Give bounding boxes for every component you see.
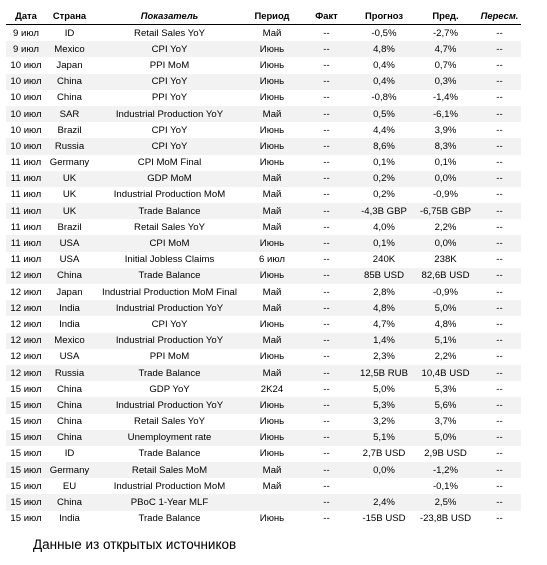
header-row — [6, 6, 521, 25]
cell-country: USA — [59, 254, 80, 266]
cell-forecast: 0,4% — [373, 59, 395, 71]
cell-date: 11 июл — [10, 221, 42, 233]
table-row — [6, 122, 521, 138]
cell-forecast: 3,2% — [373, 416, 395, 428]
cell-date: 11 июл — [6, 203, 46, 219]
cell-actual: -- — [298, 138, 355, 154]
cell-indicator: Trade Balance — [138, 448, 201, 460]
cell-forecast: 0,1% — [355, 235, 413, 251]
cell-actual: -- — [323, 59, 330, 71]
cell-actual: -- — [323, 351, 330, 363]
cell-date: 11 июл — [6, 171, 46, 187]
cell-previous: 0,1% — [434, 157, 457, 169]
cell-forecast — [355, 478, 413, 494]
cell-forecast: 1,4% — [355, 333, 413, 349]
cell-country: ID — [64, 448, 75, 460]
cell-actual: -- — [298, 462, 355, 478]
cell-previous: -0,1% — [432, 480, 459, 492]
cell-country: UK — [46, 171, 93, 187]
cell-date: 12 июл — [10, 318, 42, 330]
cell-actual: -- — [323, 480, 330, 492]
cell-revised: -- — [478, 235, 521, 251]
cell-forecast: 4,7% — [373, 318, 395, 330]
cell-actual: -- — [298, 106, 355, 122]
cell-revised: -- — [478, 74, 521, 90]
cell-period: Июнь — [246, 430, 298, 446]
cell-date: 12 июл — [6, 300, 46, 316]
table-row — [6, 414, 521, 430]
cell-indicator: PPI MoM — [149, 59, 190, 71]
cell-actual: -- — [323, 189, 330, 201]
cell-actual: -- — [323, 318, 330, 330]
cell-date: 15 июл — [10, 383, 42, 395]
cell-forecast: 2,8% — [373, 286, 395, 298]
cell-indicator: Trade Balance — [93, 268, 246, 284]
cell-previous: -0,9% — [432, 286, 459, 298]
header-previous: Пред. — [413, 6, 478, 25]
cell-revised: -- — [496, 92, 503, 104]
cell-previous: 2,9B USD — [424, 448, 467, 460]
cell-period: Май — [246, 106, 298, 122]
cell-country: Japan — [56, 286, 83, 298]
cell-forecast: 4,8% — [355, 41, 413, 57]
cell-indicator: CPI YoY — [93, 138, 246, 154]
cell-revised: -- — [496, 254, 503, 266]
cell-revised: -- — [496, 27, 503, 39]
cell-indicator: Retail Sales YoY — [134, 27, 205, 39]
cell-actual: -- — [298, 203, 355, 219]
cell-country: China — [46, 430, 93, 446]
cell-forecast: 0,5% — [355, 106, 413, 122]
cell-previous: 3,9% — [434, 124, 457, 136]
cell-revised: -- — [478, 138, 521, 154]
table-row — [6, 511, 521, 527]
cell-revised: -- — [496, 59, 503, 71]
cell-period: Июнь — [259, 416, 285, 428]
cell-revised: -- — [478, 365, 521, 381]
cell-period: Июнь — [259, 92, 285, 104]
cell-country: Mexico — [46, 41, 93, 57]
cell-period: Июнь — [246, 74, 298, 90]
cell-date: 10 июл — [10, 92, 42, 104]
cell-date: 10 июл — [6, 106, 46, 122]
table-row — [6, 252, 521, 268]
cell-period: Май — [262, 480, 282, 492]
table-row — [6, 57, 521, 73]
cell-date: 15 июл — [6, 462, 46, 478]
cell-revised: -- — [496, 221, 503, 233]
cell-period: Май — [262, 286, 282, 298]
table-row — [6, 381, 521, 397]
cell-country: Germany — [49, 157, 90, 169]
cell-period: Июнь — [259, 351, 285, 363]
cell-forecast: 0,0% — [355, 462, 413, 478]
cell-indicator: PPI MoM — [149, 351, 190, 363]
cell-country: Russia — [46, 138, 93, 154]
cell-indicator: Industrial Production MoM Final — [102, 286, 237, 298]
cell-period: Май — [262, 221, 282, 233]
table-row — [6, 494, 521, 510]
table-row — [6, 446, 521, 462]
cell-period: Май — [246, 462, 298, 478]
cell-date: 11 июл — [10, 157, 42, 169]
cell-indicator: CPI YoY — [93, 74, 246, 90]
cell-previous: 2,5% — [413, 494, 478, 510]
table-row — [6, 90, 521, 106]
cell-revised: -- — [478, 41, 521, 57]
table-row — [6, 41, 521, 57]
cell-forecast: 2,4% — [355, 494, 413, 510]
cell-forecast: 2,3% — [373, 351, 395, 363]
cell-date: 12 июл — [6, 333, 46, 349]
cell-actual: -- — [298, 74, 355, 90]
cell-previous: 8,3% — [413, 138, 478, 154]
cell-indicator: Trade Balance — [93, 203, 246, 219]
cell-forecast: 0,1% — [373, 157, 395, 169]
cell-revised: -- — [478, 494, 521, 510]
cell-country: UK — [46, 203, 93, 219]
table-row — [6, 365, 521, 381]
cell-actual: -- — [298, 300, 355, 316]
cell-date: 11 июл — [10, 254, 42, 266]
cell-previous: 0,0% — [413, 171, 478, 187]
cell-previous: -1,4% — [432, 92, 459, 104]
cell-indicator: GDP MoM — [93, 171, 246, 187]
table-row — [6, 171, 521, 187]
cell-revised: -- — [496, 189, 503, 201]
calendar-table — [6, 6, 521, 527]
cell-period: Май — [246, 365, 298, 381]
cell-actual: -- — [323, 221, 330, 233]
header-date: Дата — [6, 6, 46, 25]
cell-actual: -- — [323, 513, 330, 525]
cell-period: Май — [246, 171, 298, 187]
cell-revised: -- — [496, 157, 503, 169]
cell-previous: -0,9% — [432, 189, 459, 201]
cell-revised: -- — [496, 513, 503, 525]
cell-actual: -- — [323, 286, 330, 298]
cell-period: Июнь — [259, 157, 285, 169]
cell-date: 12 июл — [10, 351, 42, 363]
cell-date: 15 июл — [10, 513, 42, 525]
cell-indicator: PBoC 1-Year MLF — [93, 494, 246, 510]
cell-forecast: 85B USD — [355, 268, 413, 284]
cell-forecast: 8,6% — [355, 138, 413, 154]
cell-actual: -- — [323, 254, 330, 266]
cell-date: 9 июл — [13, 27, 39, 39]
table-row — [6, 462, 521, 478]
cell-period: Май — [246, 300, 298, 316]
header-actual: Факт — [298, 6, 355, 25]
cell-indicator: CPI YoY — [151, 318, 188, 330]
cell-date: 11 июл — [10, 189, 42, 201]
cell-country: SAR — [46, 106, 93, 122]
cell-indicator: Industrial Production YoY — [93, 333, 246, 349]
cell-date: 12 июл — [6, 268, 46, 284]
cell-country: Brazil — [57, 221, 82, 233]
cell-forecast: 5,0% — [373, 383, 395, 395]
cell-revised: -- — [478, 171, 521, 187]
table-row — [6, 268, 521, 284]
cell-previous: 2,2% — [434, 351, 457, 363]
cell-period — [246, 494, 298, 510]
cell-date: 11 июл — [6, 235, 46, 251]
cell-period: Май — [246, 203, 298, 219]
cell-indicator: Unemployment rate — [93, 430, 246, 446]
cell-indicator: Industrial Production MoM — [113, 189, 226, 201]
cell-revised: -- — [496, 448, 503, 460]
cell-forecast: 2,7B USD — [362, 448, 406, 460]
cell-previous: -23,8B USD — [419, 513, 472, 525]
cell-country: India — [59, 318, 80, 330]
cell-country: Russia — [46, 365, 93, 381]
cell-period: Май — [262, 27, 282, 39]
cell-indicator: GDP YoY — [149, 383, 190, 395]
cell-previous: 5,6% — [413, 397, 478, 413]
cell-actual: -- — [298, 494, 355, 510]
cell-previous: 0,3% — [413, 74, 478, 90]
cell-actual: -- — [323, 157, 330, 169]
cell-indicator: Retail Sales MoM — [93, 462, 246, 478]
table-row — [6, 333, 521, 349]
cell-previous: -6,1% — [413, 106, 478, 122]
cell-actual: -- — [323, 448, 330, 460]
cell-period: Июнь — [259, 59, 285, 71]
cell-date: 15 июл — [10, 416, 42, 428]
cell-forecast: 0,2% — [373, 189, 395, 201]
cell-country: China — [46, 268, 93, 284]
cell-period: Июнь — [259, 513, 285, 525]
cell-country: EU — [62, 480, 77, 492]
cell-period: 6 июл — [259, 254, 285, 266]
table-row — [6, 74, 521, 90]
header-country: Страна — [46, 6, 93, 25]
cell-country: Japan — [56, 59, 83, 71]
cell-revised: -- — [478, 106, 521, 122]
cell-previous: 5,0% — [413, 430, 478, 446]
cell-country: Brazil — [57, 124, 82, 136]
cell-date: 15 июл — [6, 397, 46, 413]
cell-period: Май — [246, 333, 298, 349]
cell-date: 10 июл — [10, 124, 42, 136]
cell-actual: -- — [298, 171, 355, 187]
cell-previous: -2,7% — [432, 27, 459, 39]
cell-indicator: CPI YoY — [93, 41, 246, 57]
cell-previous: 5,3% — [434, 383, 457, 395]
cell-forecast: -4,3B GBP — [355, 203, 413, 219]
cell-previous: 10,4B USD — [413, 365, 478, 381]
cell-revised: -- — [478, 333, 521, 349]
cell-actual: -- — [298, 41, 355, 57]
table-row — [6, 235, 521, 251]
cell-forecast: 4,0% — [373, 221, 395, 233]
cell-period: Июнь — [259, 124, 285, 136]
cell-revised: -- — [496, 383, 503, 395]
cell-revised: -- — [478, 430, 521, 446]
economic-calendar — [6, 6, 521, 527]
cell-country: India — [59, 513, 80, 525]
table-body — [6, 25, 521, 527]
cell-previous: 2,2% — [434, 221, 457, 233]
cell-forecast: -0,5% — [371, 27, 397, 39]
cell-revised: -- — [496, 318, 503, 330]
cell-previous: 82,6B USD — [413, 268, 478, 284]
cell-date: 15 июл — [10, 480, 42, 492]
cell-date: 15 июл — [10, 448, 42, 460]
cell-country: USA — [46, 235, 93, 251]
cell-indicator: Trade Balance — [93, 365, 246, 381]
cell-previous: 4,8% — [434, 318, 457, 330]
cell-actual: -- — [323, 92, 330, 104]
cell-previous: 238K — [434, 254, 457, 266]
cell-actual: -- — [323, 416, 330, 428]
cell-date: 9 июл — [6, 41, 46, 57]
cell-actual: -- — [323, 27, 330, 39]
cell-indicator: CPI YoY — [151, 124, 188, 136]
cell-previous: 4,7% — [413, 41, 478, 57]
cell-actual: -- — [298, 397, 355, 413]
cell-revised: -- — [478, 268, 521, 284]
header-period: Период — [246, 6, 298, 25]
cell-country: China — [46, 494, 93, 510]
cell-country: UK — [62, 189, 77, 201]
cell-previous: 3,7% — [434, 416, 457, 428]
cell-period: Июнь — [246, 397, 298, 413]
cell-country: China — [56, 416, 83, 428]
table-row — [6, 155, 521, 171]
table-row — [6, 203, 521, 219]
cell-actual: -- — [298, 365, 355, 381]
cell-indicator: Industrial Production MoM — [113, 480, 226, 492]
cell-forecast: 5,1% — [355, 430, 413, 446]
cell-country: USA — [59, 351, 80, 363]
cell-country: Germany — [46, 462, 93, 478]
cell-previous: -1,2% — [413, 462, 478, 478]
cell-forecast: 0,2% — [355, 171, 413, 187]
cell-forecast: -0,8% — [371, 92, 397, 104]
table-row — [6, 349, 521, 365]
cell-indicator: Retail Sales YoY — [134, 416, 205, 428]
cell-country: China — [46, 74, 93, 90]
cell-previous: 0,7% — [434, 59, 457, 71]
cell-country: India — [46, 300, 93, 316]
header-forecast: Прогноз — [355, 6, 413, 25]
cell-country: ID — [64, 27, 75, 39]
header-revised: Пересм. — [478, 6, 521, 25]
cell-forecast: 4,8% — [355, 300, 413, 316]
table-row — [6, 300, 521, 316]
cell-date: 10 июл — [6, 138, 46, 154]
cell-revised: -- — [496, 480, 503, 492]
cell-forecast: 5,3% — [355, 397, 413, 413]
cell-actual: -- — [298, 235, 355, 251]
header-indicator: Показатель — [93, 6, 246, 25]
cell-revised: -- — [496, 286, 503, 298]
cell-period: Июнь — [259, 318, 285, 330]
table-row — [6, 106, 521, 122]
cell-previous: 5,0% — [413, 300, 478, 316]
cell-indicator: CPI MoM Final — [137, 157, 202, 169]
cell-actual: -- — [323, 124, 330, 136]
cell-previous: -6,75B GBP — [413, 203, 478, 219]
cell-revised: -- — [496, 124, 503, 136]
table-row — [6, 478, 521, 494]
cell-indicator: PPI YoY — [151, 92, 188, 104]
cell-period: Июнь — [246, 268, 298, 284]
cell-forecast: 0,4% — [355, 74, 413, 90]
cell-previous: 5,1% — [413, 333, 478, 349]
cell-actual: -- — [298, 333, 355, 349]
cell-indicator: Industrial Production YoY — [93, 106, 246, 122]
cell-actual: -- — [298, 430, 355, 446]
cell-revised: -- — [478, 203, 521, 219]
cell-period: 2K24 — [260, 383, 284, 395]
table-row — [6, 25, 521, 42]
cell-period: Июнь — [259, 448, 285, 460]
table-row — [6, 219, 521, 235]
cell-actual: -- — [298, 268, 355, 284]
cell-country: China — [56, 383, 83, 395]
table-row — [6, 430, 521, 446]
cell-date: 12 июл — [6, 365, 46, 381]
cell-indicator: Industrial Production YoY — [93, 300, 246, 316]
cell-indicator: Retail Sales YoY — [134, 221, 205, 233]
cell-date: 10 июл — [6, 74, 46, 90]
cell-revised: -- — [478, 300, 521, 316]
table-row — [6, 187, 521, 203]
cell-forecast: 4,4% — [373, 124, 395, 136]
cell-country: China — [46, 397, 93, 413]
table-row — [6, 316, 521, 332]
cell-indicator: CPI MoM — [93, 235, 246, 251]
cell-indicator: Initial Jobless Claims — [124, 254, 215, 266]
cell-previous: 0,0% — [413, 235, 478, 251]
cell-date: 12 июл — [10, 286, 42, 298]
cell-revised: -- — [496, 416, 503, 428]
cell-forecast: -15B USD — [362, 513, 406, 525]
cell-forecast: 240K — [372, 254, 396, 266]
cell-date: 15 июл — [6, 494, 46, 510]
cell-indicator: Industrial Production YoY — [93, 397, 246, 413]
cell-forecast: 12,5B RUB — [355, 365, 413, 381]
cell-period: Июнь — [246, 41, 298, 57]
cell-indicator: Trade Balance — [138, 513, 201, 525]
cell-period: Июнь — [246, 138, 298, 154]
cell-actual: -- — [323, 383, 330, 395]
cell-revised: -- — [478, 397, 521, 413]
cell-country: China — [56, 92, 83, 104]
cell-date: 10 июл — [10, 59, 42, 71]
table-row — [6, 138, 521, 154]
cell-period: Июнь — [246, 235, 298, 251]
cell-date: 15 июл — [6, 430, 46, 446]
cell-revised: -- — [496, 351, 503, 363]
cell-country: Mexico — [46, 333, 93, 349]
table-row — [6, 284, 521, 300]
cell-revised: -- — [478, 462, 521, 478]
cell-period: Май — [262, 189, 282, 201]
source-note: Данные из открытых источников — [33, 537, 237, 552]
table-row — [6, 397, 521, 413]
